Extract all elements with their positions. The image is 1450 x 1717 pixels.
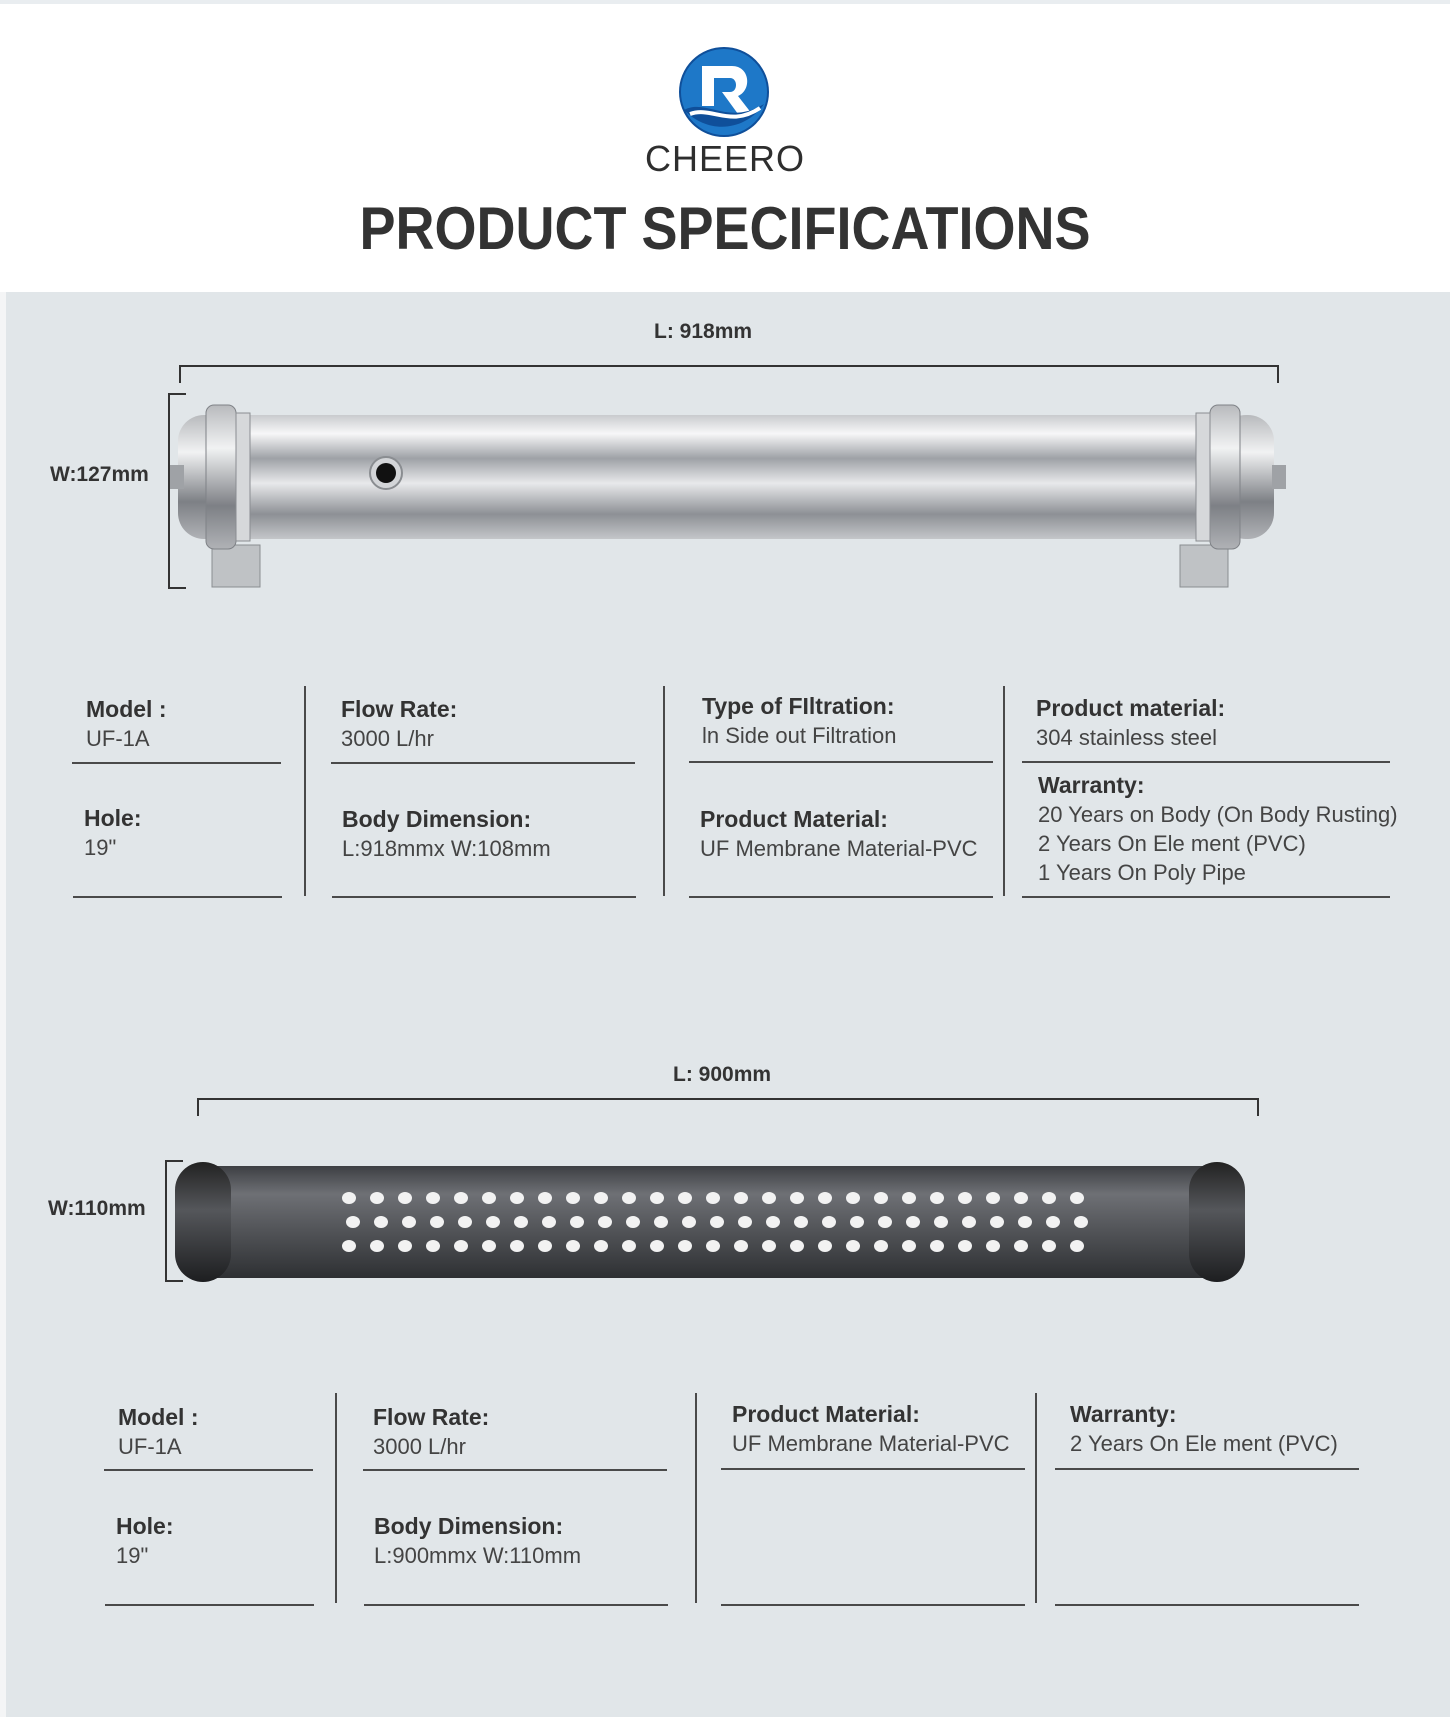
spec-body-material-label-1: Product material: [1036,695,1226,721]
perforation-hole [706,1192,720,1204]
divider-v [663,686,665,896]
perforation-hole [958,1240,972,1252]
perforation-hole [930,1240,944,1252]
spec-body-dimension-label-2: Body Dimension: [374,1513,564,1539]
perforation-hole [566,1240,580,1252]
spec-warranty-line: 2 Years On Ele ment (PVC) [1070,1431,1338,1456]
divider-v [1003,686,1005,896]
perforation-hole [818,1192,832,1204]
spec-hole-2 [116,1512,174,1570]
perforation-hole [766,1216,780,1228]
perforation-hole [426,1192,440,1204]
perforation-hole [790,1192,804,1204]
perforation-hole [482,1192,496,1204]
perforation-hole [454,1192,468,1204]
divider-h [72,762,281,764]
spec-warranty-label-2: Warranty: [1070,1401,1177,1427]
spec-flow-rate-1 [341,695,457,753]
perforation-hole [430,1216,444,1228]
length-dimension-line-2 [197,1098,1259,1100]
perforation-hole [734,1240,748,1252]
perforation-hole [706,1240,720,1252]
width-label-1: W:127mm [50,463,149,486]
perforation-hole [1018,1216,1032,1228]
divider-h [105,1604,314,1606]
spec-product-material-value-1: UF Membrane Material-PVC [700,836,978,861]
perforation-hole [370,1240,384,1252]
divider-h [364,1604,668,1606]
divider-h [332,896,636,898]
perforation-hole [986,1240,1000,1252]
divider-v [695,1393,697,1603]
spec-warranty-1 [1038,771,1398,887]
spec-filtration-label-1: Type of FIltration: [702,693,895,719]
spec-flow-rate-value-1: 3000 L/hr [341,726,434,751]
spec-flow-rate-value-2: 3000 L/hr [373,1434,466,1459]
perforation-hole [402,1216,416,1228]
spec-product-material-value-2: UF Membrane Material-PVC [732,1431,1010,1456]
perforation-hole [934,1216,948,1228]
divider-h [104,1469,313,1471]
divider-h [1055,1604,1359,1606]
page-title: PRODUCT SPECIFICATIONS [359,195,1091,262]
perforation-hole [542,1216,556,1228]
perforation-hole [342,1240,356,1252]
perforation-hole [1070,1240,1084,1252]
perforation-hole [566,1192,580,1204]
perforation-hole [762,1192,776,1204]
perforation-hole [958,1192,972,1204]
perforation-hole [734,1192,748,1204]
spec-body-dimension-2 [374,1512,581,1570]
spec-filtration-value-1: ln Side out Filtration [702,723,897,748]
length-label-1: L: 918mm [654,320,753,343]
spec-product-material-2 [732,1400,1010,1458]
perforation-hole [594,1192,608,1204]
perforation-hole [594,1240,608,1252]
perforation-hole [598,1216,612,1228]
page-header [0,4,1450,292]
spec-warranty-label-1: Warranty: [1038,772,1145,798]
width-dimension-line-2 [165,1160,167,1282]
perforation-hole [990,1216,1004,1228]
perforation-hole [878,1216,892,1228]
perforation-hole [346,1216,360,1228]
spec-hole-label-1: Hole: [84,805,142,831]
perforation-hole [514,1216,528,1228]
spec-model-label-2: Model : [118,1404,199,1430]
spec-model-value-1: UF-1A [86,726,150,751]
perforation-hole [1070,1192,1084,1204]
perforation-hole [850,1216,864,1228]
perforation-hole [930,1192,944,1204]
perforation-hole [510,1192,524,1204]
perforation-hole [678,1192,692,1204]
spec-product-material-label-1: Product Material: [700,806,888,832]
spec-warranty-line: 1 Years On Poly Pipe [1038,860,1246,885]
divider-v [304,686,306,896]
spec-warranty-2 [1070,1400,1338,1458]
divider-h [331,762,635,764]
spec-product-material-1 [700,805,978,863]
perforation-hole [1074,1216,1088,1228]
perforation-hole [710,1216,724,1228]
spec-model-value-2: UF-1A [118,1434,182,1459]
length-dimension-line-1 [179,365,1279,367]
spec-warranty-line: 2 Years On Ele ment (PVC) [1038,831,1306,856]
spec-body-dimension-label-1: Body Dimension: [342,806,532,832]
perforation-hole [738,1216,752,1228]
perforation-hole [538,1240,552,1252]
spec-body-dimension-1 [342,805,551,863]
divider-h [721,1604,1025,1606]
length-tick-right-2 [1257,1098,1259,1116]
perforation-hole [398,1192,412,1204]
perforation-hole [906,1216,920,1228]
perforation-hole [762,1240,776,1252]
perforation-hole [650,1240,664,1252]
brand-name: CHEERO [644,138,806,179]
width-label-2: W:110mm [48,1197,146,1220]
cheero-logo-icon [676,44,772,140]
perforation-hole [874,1192,888,1204]
perforation-hole [1046,1216,1060,1228]
spec-warranty-line: 20 Years on Body (On Body Rusting) [1038,802,1398,827]
length-tick-left-1 [179,365,181,383]
divider-h [689,896,993,898]
perforation-hole [874,1240,888,1252]
perforation-hole [458,1216,472,1228]
spec-hole-value-1: 19" [84,835,117,860]
divider-h [73,896,282,898]
perforation-hole [794,1216,808,1228]
perforation-hole [570,1216,584,1228]
perforation-hole [818,1240,832,1252]
spec-model-1 [86,695,167,753]
spec-hole-value-2: 19" [116,1543,149,1568]
perforation-hole [370,1192,384,1204]
stainless-steel-housing-image [170,395,1290,590]
spec-filtration-1 [702,692,896,750]
perforation-hole [682,1216,696,1228]
perforation-hole [654,1216,668,1228]
perforation-hole [626,1216,640,1228]
length-tick-right-1 [1277,365,1279,383]
perforation-hole [398,1240,412,1252]
divider-h [1022,761,1390,763]
spec-flow-rate-label-2: Flow Rate: [373,1404,490,1430]
divider-h [1055,1468,1359,1470]
divider-h [1022,896,1390,898]
perforation-hole [482,1240,496,1252]
spec-body-material-value-1: 304 stainless steel [1036,725,1217,750]
spec-body-dimension-value-2: L:900mmx W:110mm [374,1543,582,1568]
perforation-hole [650,1192,664,1204]
perforation-hole [822,1216,836,1228]
spec-model-label-1: Model : [86,696,167,722]
perforation-hole [1042,1240,1056,1252]
perforation-hole [846,1240,860,1252]
divider-v [335,1393,337,1603]
spec-product-material-label-2: Product Material: [732,1401,920,1427]
perforation-hole [622,1192,636,1204]
spec-flow-rate-label-1: Flow Rate: [341,696,458,722]
length-label-2: L: 900mm [673,1063,772,1086]
spec-model-2 [118,1403,199,1461]
perforation-hole [962,1216,976,1228]
divider-v [1035,1393,1037,1603]
perforation-hole [902,1240,916,1252]
perforation-hole [790,1240,804,1252]
perforation-hole [678,1240,692,1252]
perforated-membrane-image [175,1160,1245,1284]
perforation-hole [622,1240,636,1252]
length-tick-left-2 [197,1098,199,1116]
spec-body-dimension-value-1: L:918mmx W:108mm [342,836,551,861]
perforation-hole [342,1192,356,1204]
perforation-hole [538,1192,552,1204]
spec-body-material-1 [1036,694,1225,752]
perforation-hole [1014,1240,1028,1252]
divider-h [689,761,993,763]
perforation-hole [374,1216,388,1228]
perforation-hole [986,1192,1000,1204]
perforation-hole [1042,1192,1056,1204]
perforation-hole [486,1216,500,1228]
spec-hole-1 [84,804,142,862]
spec-flow-rate-2 [373,1403,489,1461]
perforation-hole [454,1240,468,1252]
perforation-hole [1014,1192,1028,1204]
spec-hole-label-2: Hole: [116,1513,174,1539]
divider-h [721,1468,1025,1470]
perforation-hole [426,1240,440,1252]
perforation-hole [510,1240,524,1252]
perforation-hole [902,1192,916,1204]
perforation-hole [846,1192,860,1204]
divider-h [363,1469,667,1471]
